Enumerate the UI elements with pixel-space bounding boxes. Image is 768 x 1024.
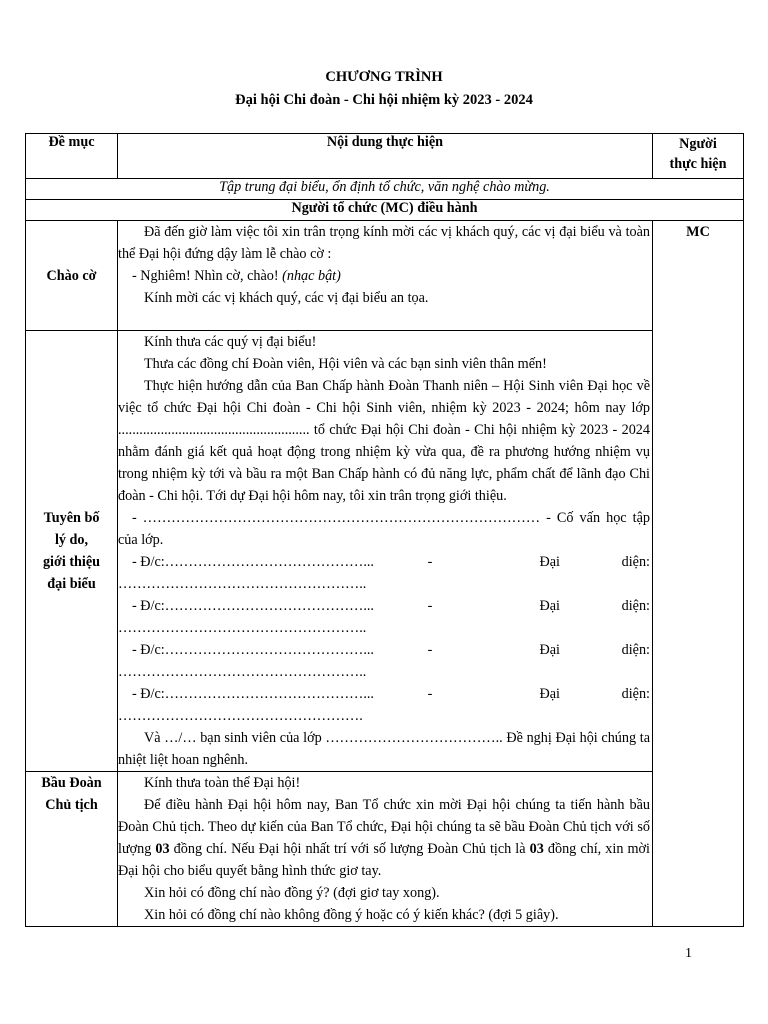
document-subtitle: Đại hội Chi đoàn - Chi hội nhiệm kỳ 2023 - 2024 <box>235 92 533 108</box>
content-tuyen-bo <box>118 331 653 772</box>
rep-line-2b: …………………………………………….. <box>118 620 367 636</box>
header-de-muc: Đề mục <box>26 134 118 179</box>
rep-line-1: - Đ/c:……………………………………... - Đại diện: <box>132 554 650 570</box>
section-label-tuyen-bo: Tuyên bố lý do, giới thiệu đại biểu <box>26 331 118 772</box>
tuyen-bo-p3: Thực hiện hướng dẫn của Ban Chấp hành Đoàn Thanh niên – Hội Sinh viên Đại học về việc tổ chức Đại hội Chi đoàn - Chi hội Sinh viên, nhiệm kỳ 2023 - 2024; hôm nay lớp ...................................................... tổ chức Đại hội Chi đoàn - Chi hội nhiệm kỳ 2023 - 2024 nhằm đánh giá kết quả hoạt động trong nhiệm kỳ vừa qua, đề ra phương hướng nhiệm vụ trong nhiệm kỳ tới và bầu ra một Ban Chấp hành có đủ năng lực, phẩm chất để lãnh đạo Chi đoàn - Chi hội. Tới dự Đại hội hôm nay, tôi xin trân trọng giới thiệu. <box>118 378 650 504</box>
tuyen-bo-advisor: - ………………………………………………………………………… - Cố vấn học tập của lớp. <box>118 510 650 548</box>
rep-line-4b: ……………………………………………. <box>118 708 363 724</box>
tuyen-bo-closing: Và …/… bạn sinh viên của lớp ……………………………….. Đề nghị Đại hội chúng ta nhiệt liệt hoan nghênh. <box>118 730 650 768</box>
page-number: 1 <box>685 946 692 961</box>
program-table <box>25 133 744 927</box>
mc-text: Người tổ chức (MC) điều hành <box>26 200 744 221</box>
document-title: CHƯƠNG TRÌNH <box>325 69 443 85</box>
header-nguoi-thuc-hien <box>653 134 744 179</box>
performer-mc: MC <box>653 221 744 927</box>
rep-line-2: - Đ/c:……………………………………... - Đại diện: <box>132 598 650 614</box>
rep-line-4: - Đ/c:……………………………………... - Đại diện: <box>132 686 650 702</box>
bau-doan-p3: Xin hỏi có đồng chí nào đồng ý? (đợi giơ tay xong). <box>144 885 440 901</box>
table-row-mc <box>26 200 744 221</box>
header-nguoi-line2: thực hiện <box>669 156 727 172</box>
gather-text: Tập trung đại biểu, ổn định tổ chức, văn nghệ chào mừng. <box>26 179 744 200</box>
section-label-bau-doan: Bầu Đoàn Chủ tịch <box>26 772 118 927</box>
chao-co-p3: Kính mời các vị khách quý, các vị đại biểu an tọa. <box>144 290 429 306</box>
chao-co-p2: - Nghiêm! Nhìn cờ, chào! (nhạc bật) <box>132 268 341 284</box>
content-chao-co <box>118 221 653 331</box>
table-row-tuyen-bo <box>26 331 744 772</box>
table-row-bau-doan <box>26 772 744 927</box>
bau-doan-p2: Để điều hành Đại hội hôm nay, Ban Tổ chức xin mời Đại hội chúng ta tiến hành bầu Đoàn Chủ tịch. Theo dự kiến của Ban Tổ chức, Đại hội chúng ta sẽ bầu Đoàn Chủ tịch với số lượng 03 đồng chí. Nếu Đại hội nhất trí với số lượng Đoàn Chủ tịch là 03 đồng chí, xin mời Đại hội cho biểu quyết bằng hình thức giơ tay. <box>118 797 650 879</box>
rep-line-3: - Đ/c:……………………………………... - Đại diện: <box>132 642 650 658</box>
bau-doan-p4: Xin hỏi có đồng chí nào không đồng ý hoặc có ý kiến khác? (đợi 5 giây). <box>144 907 559 923</box>
tuyen-bo-p2: Thưa các đồng chí Đoàn viên, Hội viên và các bạn sinh viên thân mến! <box>144 356 547 372</box>
header-noi-dung: Nội dung thực hiện <box>118 134 653 179</box>
header-nguoi-line1: Người <box>679 136 717 152</box>
rep-line-1b: …………………………………………….. <box>118 576 367 592</box>
chao-co-p1: Đã đến giờ làm việc tôi xin trân trọng kính mời các vị khách quý, các vị đại biểu và toàn thể Đại hội đứng dậy làm lễ chào cờ : <box>118 224 650 262</box>
content-bau-doan <box>118 772 653 927</box>
table-row-chao-co <box>26 221 744 331</box>
section-label-chao-co: Chào cờ <box>26 221 118 331</box>
table-header-row <box>26 134 744 179</box>
tuyen-bo-p1: Kính thưa các quý vị đại biểu! <box>144 334 317 350</box>
bau-doan-p1: Kính thưa toàn thể Đại hội! <box>144 775 301 791</box>
table-row-gather <box>26 179 744 200</box>
rep-line-3b: …………………………………………….. <box>118 664 367 680</box>
